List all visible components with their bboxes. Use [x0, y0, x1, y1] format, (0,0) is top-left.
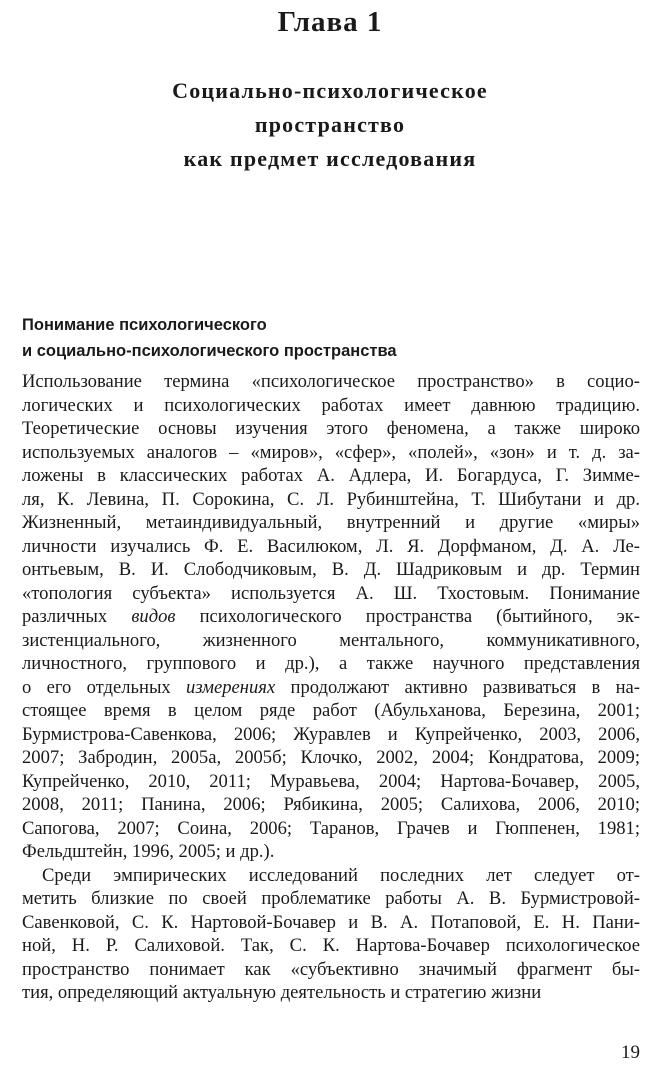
- text-line: онтьевым, В. И. Слободчиковым, В. Д. Шадриковым и др. Термин: [22, 559, 640, 580]
- text-line: Использование термина «психологическое пространство» в социо-: [22, 371, 640, 392]
- section-heading: [22, 312, 397, 364]
- text-line: стоящее время в целом ряде работ (Абульханова, Березина, 2001;: [22, 700, 640, 721]
- text-line: 2007; Забродин, 2005а, 2005б; Клочко, 2002, 2004; Кондратова, 2009;: [22, 747, 640, 768]
- text-line: ля, К. Левина, П. Сорокина, С. Л. Рубинштейна, Т. Шибутани и др.: [22, 488, 640, 510]
- text-line: Купрейченко, 2010, 2011; Муравьева, 2004; Нартова-Бочавер, 2005,: [22, 770, 640, 792]
- chapter-title-line: пространство: [254, 112, 406, 137]
- text-line: Среди эмпирических исследований последних лет следует от-: [42, 864, 640, 886]
- text-line: ложены в классических работах А. Адлера, И. Богардуса, Г. Зимме-: [22, 465, 640, 486]
- text-line: Сапогова, 2007; Соина, 2006; Таранов, Грачев и Гюппенен, 1981;: [22, 817, 640, 839]
- section-heading-line: Понимание психологического: [22, 316, 267, 334]
- italic-term: видов: [131, 606, 176, 627]
- text-line: Теоретические основы изучения этого феномена, а также широко: [22, 418, 640, 439]
- chapter-title: [0, 74, 660, 176]
- chapter-title-line: как предмет исследования: [183, 146, 477, 171]
- text-line: логических и психологических работах имеет давнюю традицию.: [22, 394, 640, 416]
- text-line: тия, определяющий актуальную деятельность и стратегию жизни: [22, 982, 542, 1003]
- text-line: зистенциального, жизненного ментального, коммуникативного,: [22, 629, 640, 651]
- italic-term: измерениях: [186, 676, 276, 698]
- text-line: 2008, 2011; Панина, 2006; Рябикина, 2005; Салихова, 2006, 2010;: [22, 794, 640, 815]
- paragraph-2: [22, 864, 640, 1005]
- text-line: Савенковой, С. К. Нартовой-Бочавер и В. А. Потаповой, Е. Н. Пани-: [22, 911, 640, 933]
- text-line: личностного, группового и др.), а также научного представления: [22, 653, 640, 674]
- text-segment: продолжают активно развиваться в на-: [275, 676, 640, 698]
- paragraph-1: [22, 370, 640, 864]
- text-line: метить близкие по своей проблематике работы А. В. Бурмистровой-: [22, 888, 640, 909]
- text-line: «топология субъекта» используется А. Ш. Тхостовым. Понимание: [22, 582, 640, 604]
- text-segment: о его отдельных: [22, 676, 187, 698]
- text-line: [22, 605, 640, 629]
- chapter-heading: Глава 1: [277, 6, 383, 38]
- text-line: Жизненный, метаиндивидуальный, внутренний и другие «миры»: [22, 512, 640, 533]
- text-line: Фельдштейн, 1996, 2005; и др.).: [22, 841, 275, 862]
- text-line: пространство понимает как «субъективно значимый фрагмент бы-: [22, 958, 640, 980]
- text-line: [22, 676, 640, 700]
- text-line: ной, Н. Р. Салиховой. Так, С. К. Нартова-Бочавер психологическое: [22, 935, 640, 956]
- text-segment: психологического пространства (бытийного, эк-: [175, 606, 640, 627]
- text-line: используемых аналогов – «миров», «сфер», «полей», «зон» и т. д. за-: [22, 441, 640, 463]
- text-line: Бурмистрова-Савенкова, 2006; Журавлев и Купрейченко, 2003, 2006,: [22, 723, 640, 745]
- page-number: 19: [621, 1042, 640, 1063]
- chapter-title-line: Социально-психологическое: [172, 78, 488, 103]
- text-segment: различных: [22, 606, 132, 627]
- section-heading-line: и социально-психологического пространства: [22, 342, 397, 360]
- text-line: личности изучались Ф. Е. Василюком, Л. Я. Дорфманом, Д. А. Ле-: [22, 535, 640, 557]
- body-text: [22, 370, 640, 1005]
